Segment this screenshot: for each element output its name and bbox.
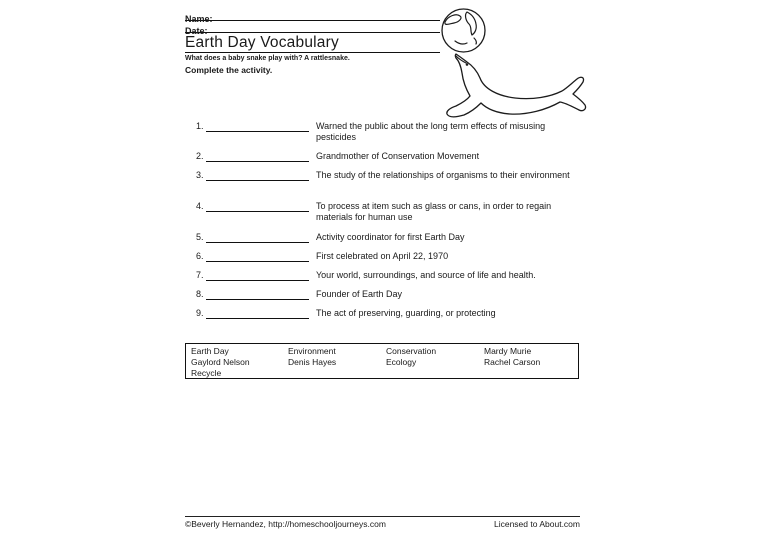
answer-blank-line — [206, 251, 309, 262]
item-number: 6. — [196, 251, 204, 261]
riddle-text: What does a baby snake play with? A rattlesnake. — [185, 55, 350, 62]
word-bank-word: Mardy Murie — [484, 346, 532, 356]
word-bank-word: Earth Day — [191, 346, 229, 356]
date-label: Date: — [185, 26, 208, 36]
name-label: Name: — [185, 14, 213, 24]
answer-blank-line — [206, 121, 309, 132]
item-definition: Grandmother of Conservation Movement — [316, 151, 480, 161]
footer-license: Licensed to About.com — [493, 519, 580, 529]
item-number: 4. — [196, 201, 204, 211]
word-bank-word: Rachel Carson — [484, 357, 541, 367]
answer-blank-line — [206, 201, 309, 212]
item-number: 3. — [196, 170, 204, 180]
date-blank-line — [185, 21, 440, 36]
word-bank-column — [484, 346, 580, 368]
seal-drawing — [447, 54, 586, 117]
answer-blank-line — [206, 232, 309, 243]
title-underline — [185, 33, 440, 53]
item-number: 2. — [196, 151, 204, 161]
answer-blank-line — [206, 308, 309, 319]
item-definition: Founder of Earth Day — [316, 289, 403, 299]
page-title: Earth Day Vocabulary — [185, 34, 339, 51]
answer-blank-line — [206, 151, 309, 162]
seal-globe-illustration — [430, 0, 590, 122]
footer-copyright: ©Beverly Hernandez, http://homeschooljourneys.com — [185, 519, 386, 529]
item-definition: First celebrated on April 22, 1970 — [316, 251, 449, 261]
footer — [185, 516, 580, 529]
word-bank-column — [191, 346, 287, 379]
word-bank-box — [185, 343, 579, 379]
word-bank-word: Denis Hayes — [288, 357, 337, 367]
word-bank-column — [288, 346, 384, 368]
item-definition: Warned the public about the long term effects of misusing pesticides — [316, 121, 546, 142]
item-definition: The act of preserving, guarding, or protecting — [316, 308, 496, 318]
item-number: 7. — [196, 270, 204, 280]
word-bank-word: Environment — [288, 346, 336, 356]
answer-blank-line — [206, 289, 309, 300]
item-definition: Your world, surroundings, and source of life and health. — [316, 270, 536, 280]
word-bank-word: Gaylord Nelson — [191, 357, 250, 367]
word-bank-word: Recycle — [191, 368, 222, 378]
instruction-text: Complete the activity. — [185, 65, 273, 75]
earth-globe-icon — [442, 9, 485, 52]
item-definition: Activity coordinator for first Earth Day — [316, 232, 465, 242]
word-bank-word: Conservation — [386, 346, 437, 356]
word-bank-word: Ecology — [386, 357, 417, 367]
word-bank-column — [386, 346, 482, 368]
item-number: 1. — [196, 121, 204, 131]
name-blank-line — [185, 9, 440, 24]
item-number: 8. — [196, 289, 204, 299]
item-number: 5. — [196, 232, 204, 242]
item-definition: To process at item such as glass or cans, in order to regain materials for human use — [316, 201, 552, 222]
item-definition: The study of the relationships of organisms to their environment — [316, 170, 570, 180]
answer-blank-line — [206, 270, 309, 281]
seal-eye — [466, 63, 469, 66]
answer-blank-line — [206, 170, 309, 181]
item-number: 9. — [196, 308, 204, 318]
